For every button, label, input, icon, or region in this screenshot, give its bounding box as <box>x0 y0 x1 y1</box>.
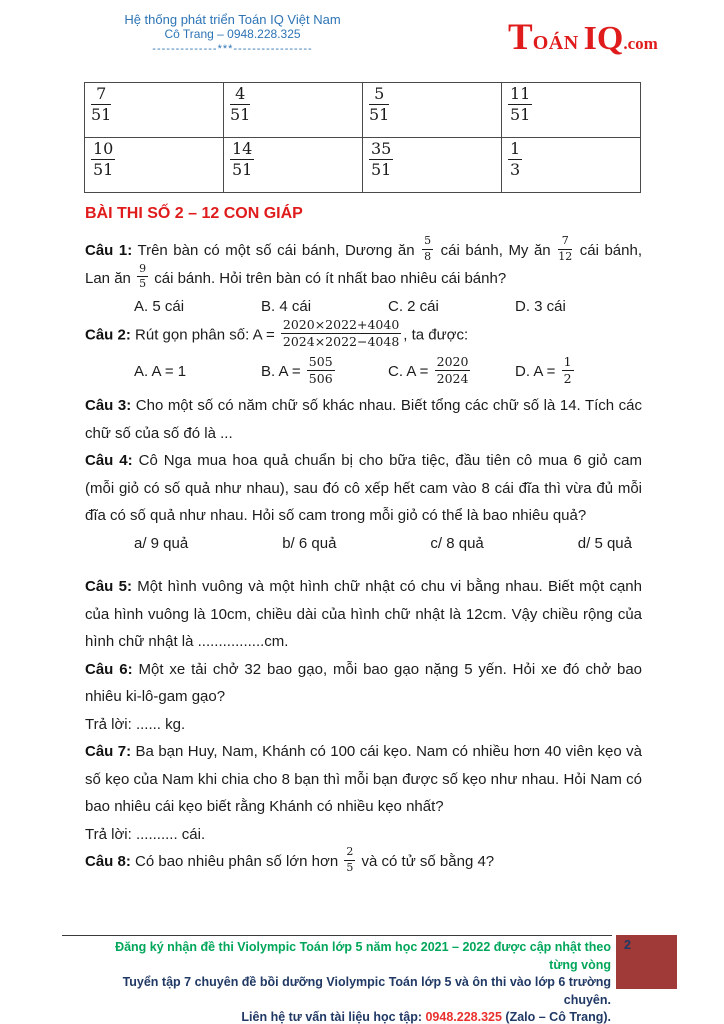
logo-part: .com <box>623 34 658 53</box>
footer-phone: 0948.228.325 <box>425 1010 502 1024</box>
fraction: $\frac{2020}{2024}$ <box>436 353 469 386</box>
option: A. A = 1 <box>134 363 187 381</box>
fraction-table <box>84 82 641 193</box>
table-row <box>85 83 641 138</box>
question-text: Rút gọn phân số: A = <box>135 326 275 344</box>
fraction: $\frac{2020\times 2022+4040}{2024\times 2022-4048}$ <box>282 317 400 350</box>
page-number-badge <box>616 935 677 989</box>
header <box>55 12 410 57</box>
question-6 <box>85 656 642 711</box>
question-label: Câu 4: <box>85 452 133 470</box>
question-text: cái bánh, Lan ăn <box>85 242 642 287</box>
question-3 <box>85 392 642 447</box>
answer-line-q7: Trả lời: .......... cái. <box>85 825 206 843</box>
footer-note-2: Tuyển tập 7 chuyên đề bồi dưỡng Violympic Toán lớp 5 và ôn thi vào lớp 6 trường chuyên. <box>122 975 611 1007</box>
table-row <box>85 138 641 193</box>
question-text: cái bánh, My ăn <box>440 242 551 259</box>
fraction: $\frac{4}{51}$ <box>230 84 251 124</box>
table-cell <box>85 138 224 193</box>
option: B. A = $\frac{505}{506}$ <box>261 353 333 386</box>
option: b/ 6 quả <box>282 534 337 552</box>
question-4 <box>85 447 642 530</box>
answer-options-q4 <box>134 530 632 558</box>
question-label: Câu 6: <box>85 660 133 678</box>
question-text: Cô Nga mua hoa quả chuẩn bị cho bữa tiệc, đầu tiên cô mua 6 giỏ cam (mỗi giỏ có số quả như nhau), sau đó cô xếp hết cam vào 8 cái đĩa thì vừa đủ mỗi đĩa có số quả như nhau. Hỏi số cam trong mỗi giỏ có thể là bao nhiêu quả? <box>85 452 643 525</box>
question-text: , ta được: <box>403 326 469 344</box>
answer-options-q2 <box>134 351 642 392</box>
section-title: BÀI THI SỐ 2 – 12 CON GIÁP <box>85 205 303 222</box>
option: D. A = $\frac{1}{2}$ <box>515 353 572 386</box>
fraction: $\frac{7}{12}$ <box>558 234 573 263</box>
question-text: Một hình vuông và một hình chữ nhật có chu vi bằng nhau. Biết một cạnh của hình vuông là 10cm, chiều dài của hình chữ nhật là 12cm. Vậy chiều rộng của hình chữ nhật là ................cm. <box>85 578 642 651</box>
option: c/ 8 quả <box>430 534 484 552</box>
footer-rule <box>62 935 612 936</box>
question-label: Câu 3: <box>85 397 132 415</box>
logo-part: IQ <box>583 20 624 57</box>
fraction: $\frac{14}{51}$ <box>232 139 253 179</box>
question-label: Câu 5: <box>85 578 132 596</box>
question-8 <box>85 845 642 876</box>
question-text: Cho một số có năm chữ số khác nhau. Biết tổng các chữ số là 14. Tích các chữ số của số đó là ... <box>85 397 643 442</box>
page-number: 2 <box>624 938 631 952</box>
option: B. 4 cái <box>261 297 312 315</box>
question-7 <box>85 738 642 821</box>
question-text: Có bao nhiêu phân số lớn hơn <box>135 853 339 871</box>
table-cell <box>224 83 363 138</box>
question-label: Câu 1: <box>85 242 133 259</box>
main-content <box>85 205 642 876</box>
question-1 <box>85 234 642 293</box>
option: d/ 5 quả <box>577 534 632 552</box>
answer-line-q6: Trả lời: ...... kg. <box>85 715 186 733</box>
option: D. 3 cái <box>515 297 566 315</box>
header-org-name: Hệ thống phát triển Toán IQ Việt Nam <box>124 12 341 27</box>
question-5 <box>85 573 642 656</box>
question-text: Trên bàn có một số cái bánh, Dương ăn <box>137 242 415 259</box>
footer-note-1: Đăng ký nhận đề thi Violympic Toán lớp 5 năm học 2021 – 2022 được cập nhật theo từng vòng <box>115 940 611 972</box>
option: C. A = $\frac{2020}{2024}$ <box>388 353 469 386</box>
option: C. 2 cái <box>388 297 439 315</box>
footer-contact-text: (Zalo – Cô Trang). <box>501 1010 611 1024</box>
question-text: và có tử số bằng 4? <box>361 853 495 871</box>
header-contact: Cô Trang – 0948.228.325 <box>164 27 301 41</box>
fraction: $\frac{1}{3}$ <box>510 139 521 179</box>
table-cell <box>363 83 502 138</box>
fraction: $\frac{2}{5}$ <box>346 845 354 874</box>
table-cell <box>85 83 224 138</box>
fraction: $\frac{1}{2}$ <box>563 353 572 386</box>
table-cell <box>502 83 641 138</box>
fraction: $\frac{9}{5}$ <box>139 262 147 291</box>
logo-part: T <box>508 17 533 58</box>
footer-contact-text: Liên hệ tư vấn tài liệu học tập: <box>241 1010 426 1024</box>
question-text: Một xe tải chở 32 bao gạo, mỗi bao gạo nặng 5 yến. Hỏi xe đó chở bao nhiêu ki-lô-gam gạo? <box>85 660 643 706</box>
question-text: cái bánh. Hỏi trên bàn có ít nhất bao nhiêu cái bánh? <box>154 269 507 287</box>
question-2 <box>85 317 642 351</box>
fraction: $\frac{5}{51}$ <box>369 84 390 124</box>
fraction: $\frac{10}{51}$ <box>93 139 114 179</box>
question-label: Câu 2: <box>85 326 131 344</box>
footer-note-3 <box>90 1009 611 1024</box>
question-label: Câu 7: <box>85 743 132 761</box>
table-cell <box>502 138 641 193</box>
question-text: Ba bạn Huy, Nam, Khánh có 100 cái kẹo. Nam có nhiều hơn 40 viên kẹo và số kẹo của Nam khi chia cho 8 bạn thì mỗi bạn được số kẹo như nhau. Hỏi Nam có bao nhiêu cái kẹo biết rằng Khánh có nhiều kẹo nhất? <box>85 743 643 816</box>
header-divider: --------------***----------------- <box>152 43 313 55</box>
logo-part: OÁN <box>532 32 579 54</box>
fraction: $\frac{35}{51}$ <box>371 139 392 179</box>
fraction: $\frac{505}{506}$ <box>308 353 333 386</box>
question-label: Câu 8: <box>85 853 131 871</box>
site-logo <box>508 16 688 59</box>
fraction: $\frac{5}{8}$ <box>424 234 432 263</box>
fraction: $\frac{11}{51}$ <box>510 84 531 124</box>
table-cell <box>224 138 363 193</box>
answer-options-q1 <box>134 293 642 321</box>
option: A. 5 cái <box>134 297 185 315</box>
footer <box>90 939 611 1024</box>
fraction: $\frac{7}{51}$ <box>91 84 112 124</box>
option: a/ 9 quả <box>134 534 189 552</box>
table-cell <box>363 138 502 193</box>
